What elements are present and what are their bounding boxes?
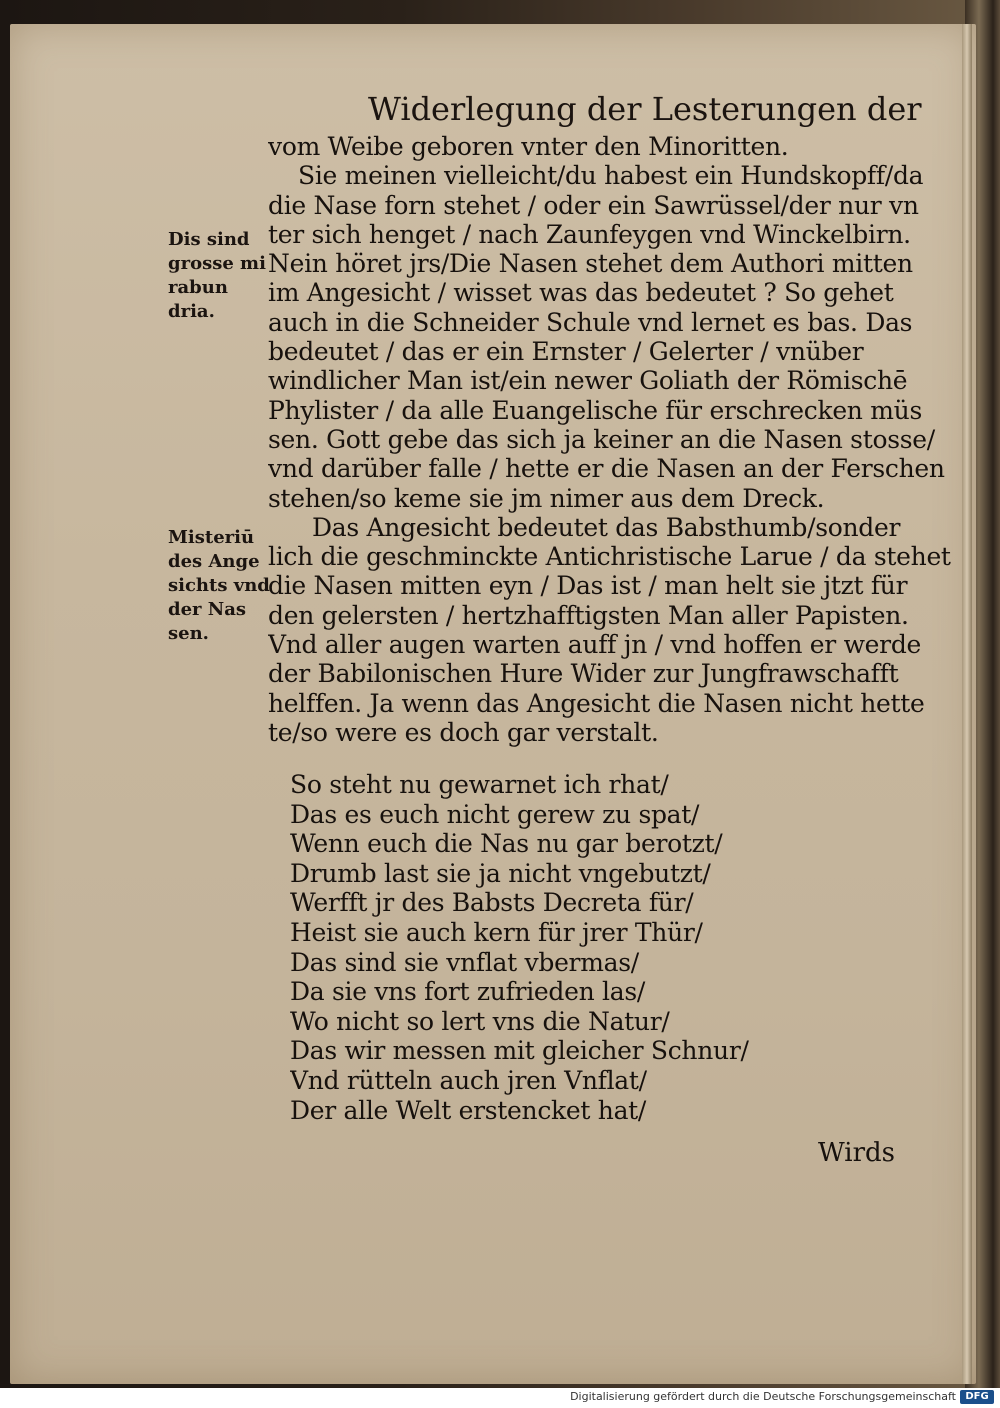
footer-bar xyxy=(0,1388,1000,1408)
catchword: Wirds xyxy=(818,1138,895,1168)
body-text xyxy=(268,132,958,747)
text-line: Das Angesicht bedeutet das Babsthumb/sonder xyxy=(312,512,901,542)
text-line: die Nase forn stehet / oder ein Sawrüssel/der nur vn xyxy=(268,190,919,220)
text-line: lich die geschminckte Antichristische Larue / da stehet xyxy=(268,542,951,572)
verse-line: Werfft jr des Babsts Decreta für/ xyxy=(290,888,694,918)
margin-note-line: Misteriū xyxy=(168,527,255,548)
verse-line: Drumb last sie ja nicht vngebutzt/ xyxy=(290,858,711,888)
verse-line: Der alle Welt erstencket hat/ xyxy=(290,1095,647,1125)
text-line: auch in die Schneider Schule vnd lernet es bas. Das xyxy=(268,307,913,337)
verse-line: Das wir messen mit gleicher Schnur/ xyxy=(290,1036,749,1066)
text-line: die Nasen mitten eyn / Das ist / man helt sie jtzt für xyxy=(268,571,908,601)
verse-line: Das es euch nicht gerew zu spat/ xyxy=(290,799,700,829)
margin-note-mirabundria xyxy=(168,228,264,324)
text-line: ter sich henget / nach Zaunfeygen vnd Winckelbirn. xyxy=(268,219,911,249)
text-line: Sie meinen vielleicht/du habest ein Hundskopff/da xyxy=(298,161,924,191)
verse-line: So steht nu gewarnet ich rhat/ xyxy=(290,770,669,799)
margin-note-line: dria. xyxy=(168,301,215,322)
verse-line: Da sie vns fort zufrieden las/ xyxy=(290,977,645,1007)
text-line: der Babilonischen Hure Wider zur Jungfrawschafft xyxy=(268,659,899,689)
dfg-logo: DFG xyxy=(960,1390,994,1404)
text-line: bedeutet / das er ein Ernster / Gelerter / vnüber xyxy=(268,337,864,367)
verse-line: Vnd rütteln auch jren Vnflat/ xyxy=(290,1065,647,1095)
text-line: Phylister / da alle Euangelische für erschrecken müs xyxy=(268,395,922,425)
margin-note-line: des Ange xyxy=(168,551,260,572)
margin-note-line: rabun xyxy=(168,277,228,298)
margin-note-line: der Nas xyxy=(168,599,247,620)
funding-credit: Digitalisierung gefördert durch die Deutsche Forschungsgemeinschaft xyxy=(570,1390,956,1403)
text-line: vnd darüber falle / hette er die Nasen an der Ferschen xyxy=(268,454,945,484)
text-line: helffen. Ja wenn das Angesicht die Nasen nicht hette xyxy=(268,688,925,718)
text-line: windlicher Man ist/ein newer Goliath der Römischē xyxy=(268,366,908,396)
margin-note-line: grosse mi xyxy=(168,253,266,274)
text-line: den gelersten / hertzhafftigsten Man aller Papisten. xyxy=(268,600,909,630)
verse-line: Das sind sie vnflat vbermas/ xyxy=(290,947,639,977)
text-line: te/so were es doch gar verstalt. xyxy=(268,717,659,747)
running-header: Widerlegung der Lesterungen der xyxy=(368,90,922,128)
text-line: Vnd aller augen warten auff jn / vnd hoffen er werde xyxy=(268,630,922,660)
page-edge xyxy=(962,24,972,1384)
verse-block xyxy=(290,770,850,1125)
verse-line: Heist sie auch kern für jrer Thür/ xyxy=(290,917,703,947)
margin-note-line: Dis sind xyxy=(168,229,250,250)
verse-line: Wo nicht so lert vns die Natur/ xyxy=(290,1006,670,1036)
margin-note-line: sichts vnd xyxy=(168,575,270,596)
verse-line: Wenn euch die Nas nu gar berotzt/ xyxy=(290,829,723,859)
margin-note-line: sen. xyxy=(168,623,209,644)
text-line: vom Weibe geboren vnter den Minoritten. xyxy=(268,132,789,161)
text-line: Nein höret jrs/Die Nasen stehet dem Authori mitten xyxy=(268,249,913,279)
text-line: im Angesicht / wisset was das bedeutet ? So gehet xyxy=(268,278,894,308)
text-line: sen. Gott gebe das sich ja keiner an die Nasen stosse/ xyxy=(268,424,935,454)
text-line: stehen/so keme sie jm nimer aus dem Dreck. xyxy=(268,483,825,513)
margin-note-misterium xyxy=(168,526,270,646)
